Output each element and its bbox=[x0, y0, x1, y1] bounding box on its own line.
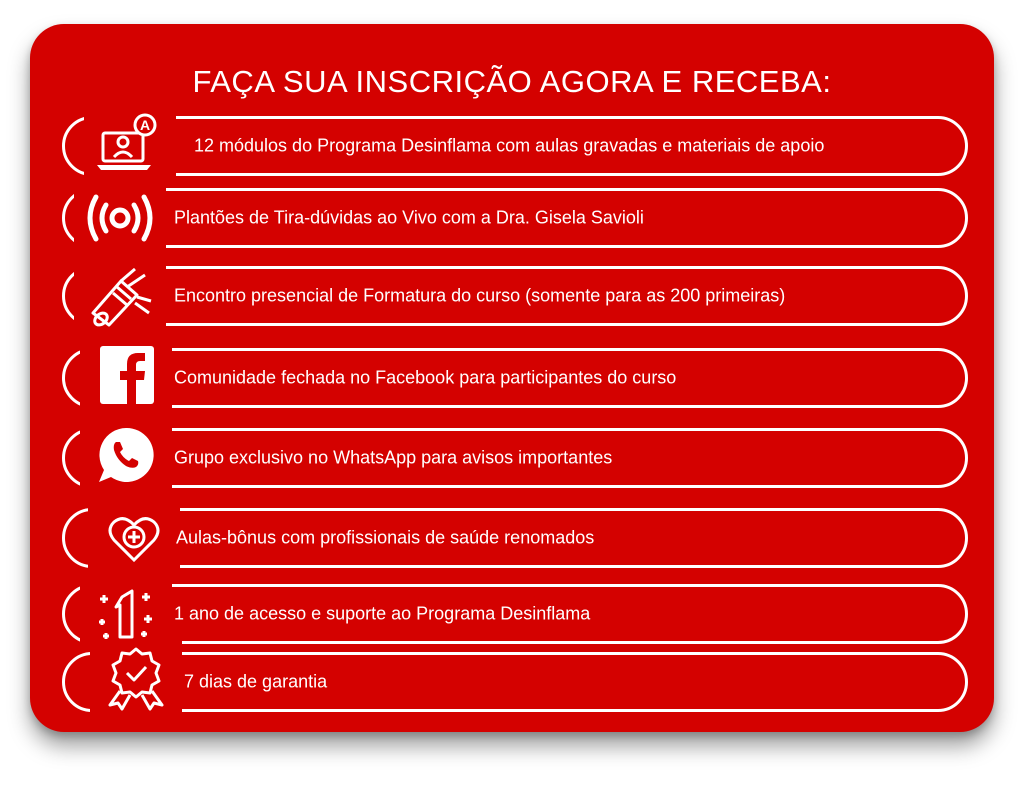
guarantee-badge-icon bbox=[90, 640, 182, 716]
heart-plus-icon bbox=[88, 502, 180, 574]
svg-text:A: A bbox=[140, 117, 151, 133]
benefit-item-guarantee bbox=[62, 652, 968, 712]
benefit-item-recorded-modules bbox=[62, 116, 968, 176]
page-title: FAÇA SUA INSCRIÇÃO AGORA E RECEBA: bbox=[192, 64, 832, 99]
live-broadcast-icon bbox=[74, 182, 166, 254]
online-class-icon bbox=[84, 110, 176, 182]
benefit-text: Plantões de Tira-dúvidas ao Vivo com a Dra. Gisela Savioli bbox=[174, 207, 644, 228]
benefit-text: Encontro presencial de Formatura do curso (somente para as 200 primeiras) bbox=[174, 285, 786, 306]
benefit-item-live-sessions bbox=[62, 188, 968, 248]
benefit-text: Grupo exclusivo no WhatsApp para avisos importantes bbox=[174, 447, 613, 468]
benefit-item-whatsapp-group bbox=[62, 428, 968, 488]
whatsapp-icon bbox=[80, 416, 172, 494]
benefit-item-one-year-access bbox=[62, 584, 968, 644]
benefit-text: 7 dias de garantia bbox=[184, 671, 328, 692]
benefit-item-graduation bbox=[62, 266, 968, 326]
diploma-icon bbox=[74, 260, 166, 332]
benefit-item-bonus-classes bbox=[62, 508, 968, 568]
benefit-text: Comunidade fechada no Facebook para participantes do curso bbox=[174, 367, 677, 388]
benefit-text: Aulas-bônus com profissionais de saúde renomados bbox=[176, 527, 595, 548]
benefit-item-facebook-community bbox=[62, 348, 968, 408]
benefit-text: 1 ano de acesso e suporte ao Programa Desinflama bbox=[174, 603, 591, 624]
facebook-icon bbox=[80, 336, 172, 414]
benefit-text: 12 módulos do Programa Desinflama com aulas gravadas e materiais de apoio bbox=[194, 135, 825, 156]
